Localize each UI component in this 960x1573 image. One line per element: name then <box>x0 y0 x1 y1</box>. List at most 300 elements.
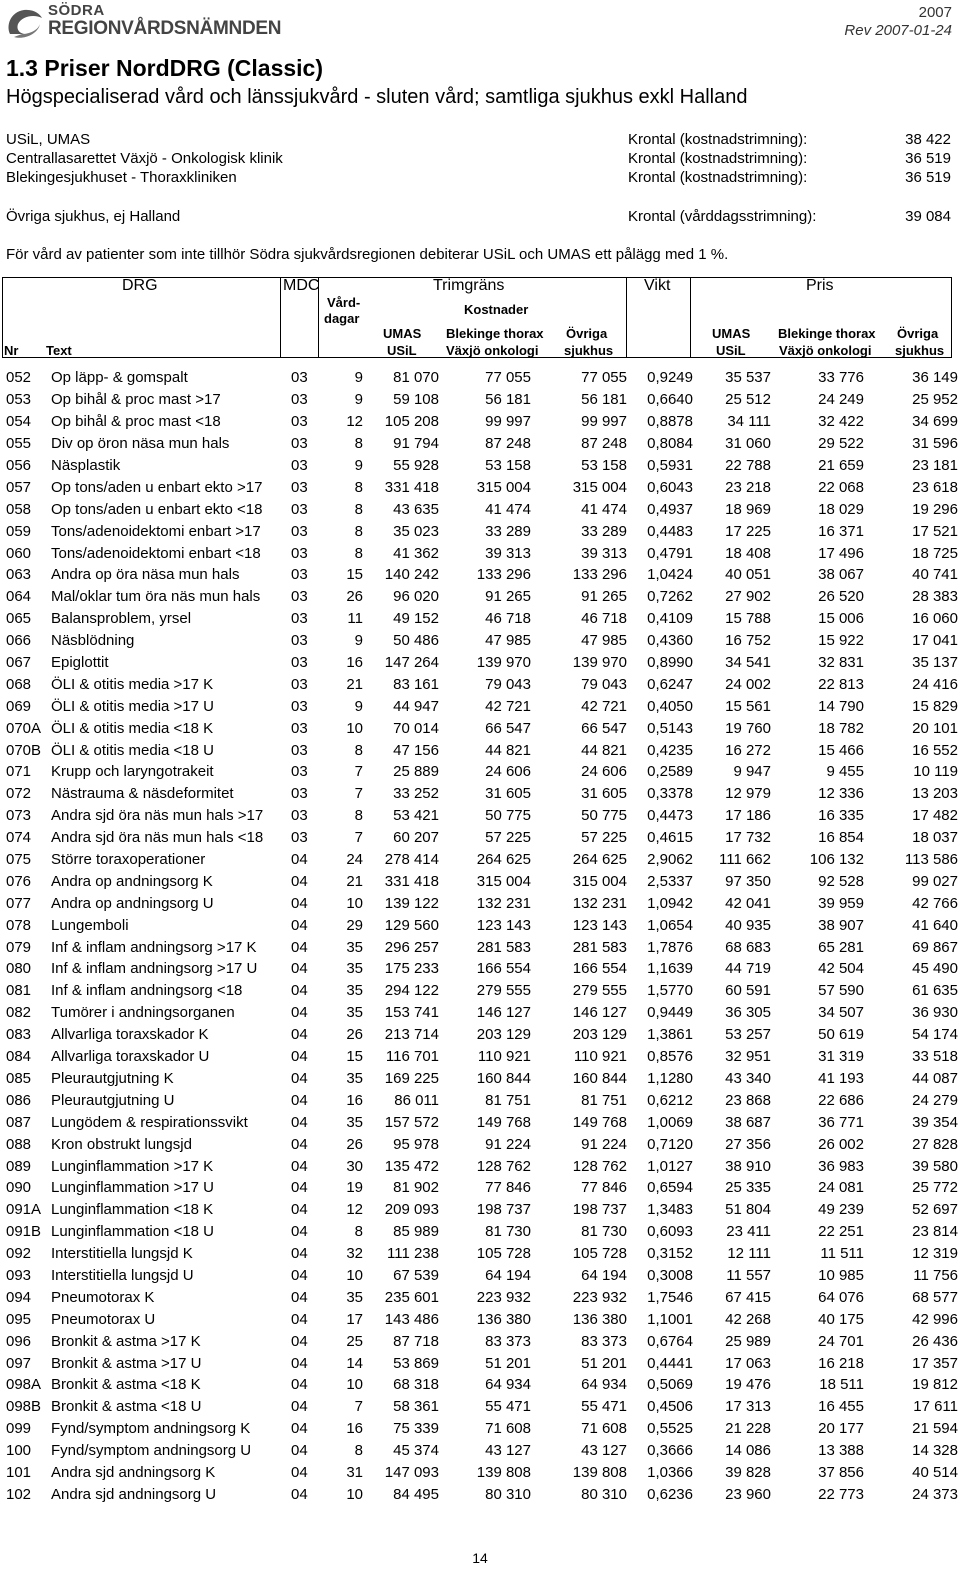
cell-umas-usil: 157 572 <box>384 1113 439 1131</box>
cell-ovriga: 315 004 <box>572 872 627 890</box>
table-row <box>0 914 958 936</box>
cell-vikt: 0,7120 <box>647 1135 693 1153</box>
cell-blekinge-vaxjo: 133 296 <box>476 566 531 584</box>
cell-vikt: 0,2589 <box>647 763 693 781</box>
cell-vikt: 0,4791 <box>647 544 693 562</box>
table-row <box>0 980 958 1002</box>
cell-price-umas-usil: 40 051 <box>725 566 771 584</box>
cell-vardagar: 9 <box>354 457 363 474</box>
cell-vikt: 0,5069 <box>647 1376 693 1394</box>
cell-vikt: 0,7262 <box>647 588 693 606</box>
cell-nr: 064 <box>6 588 32 606</box>
cell-vardagar: 8 <box>354 522 363 540</box>
table-row <box>0 1089 958 1111</box>
cell-price-umas-usil: 16 752 <box>725 632 771 650</box>
cell-text: Inf & inflam andningsorg <18 <box>51 982 243 1000</box>
cell-price-blekinge-vaxjo: 40 175 <box>818 1310 864 1328</box>
cell-ovriga: 33 289 <box>581 522 627 540</box>
cell-umas-usil: 47 156 <box>393 741 439 759</box>
cell-mdc: 04 <box>291 894 308 912</box>
table-row <box>0 1177 958 1199</box>
cell-mdc: 03 <box>291 697 308 715</box>
cell-vardagar: 24 <box>346 851 363 869</box>
cell-price-umas-usil: 23 960 <box>725 1485 771 1503</box>
cell-price-umas-usil: 34 111 <box>727 413 771 431</box>
cell-nr: 089 <box>6 1157 32 1175</box>
cell-price-umas-usil: 17 186 <box>725 807 771 825</box>
cell-vardagar: 7 <box>354 785 363 803</box>
cell-umas-usil: 213 714 <box>384 1026 439 1044</box>
cell-ovriga: 77 055 <box>581 369 627 387</box>
cell-vardagar: 9 <box>354 632 363 650</box>
cell-price-umas-usil: 42 268 <box>725 1310 771 1328</box>
cell-mdc: 03 <box>291 785 308 803</box>
cell-price-ovriga: 21 594 <box>912 1420 958 1438</box>
cell-blekinge-vaxjo: 315 004 <box>476 478 531 496</box>
cell-price-blekinge-vaxjo: 16 218 <box>818 1354 864 1372</box>
cell-price-umas-usil: 19 476 <box>725 1376 771 1394</box>
cell-mdc: 04 <box>291 1135 308 1153</box>
logo-line2: REGIONVÅRDSNÄMNDEN <box>48 18 282 39</box>
cell-price-ovriga: 13 203 <box>912 785 958 803</box>
cell-nr: 069 <box>6 697 32 715</box>
cell-vikt: 0,4937 <box>647 500 693 518</box>
cell-nr: 083 <box>6 1026 32 1044</box>
page-subtitle: Högspecialiserad vård och länssjukvård - sluten vård; samtliga sjukhus exkl Halland <box>6 86 748 108</box>
table-row <box>0 717 958 739</box>
cell-price-ovriga: 40 514 <box>912 1463 958 1481</box>
table-row <box>0 1352 958 1374</box>
cell-price-umas-usil: 22 788 <box>725 457 771 474</box>
krontal-name-3: Övriga sjukhus, ej Halland <box>6 208 181 225</box>
cell-ovriga: 55 471 <box>581 1398 627 1416</box>
header-mdc: MDC <box>283 277 320 294</box>
table-row <box>0 739 958 761</box>
cell-text: Interstitiella lungsjd U <box>51 1266 194 1284</box>
cell-vikt: 0,5525 <box>647 1420 693 1438</box>
cell-mdc: 04 <box>291 916 308 934</box>
cell-price-blekinge-vaxjo: 36 771 <box>818 1113 864 1131</box>
cell-nr: 068 <box>6 675 32 693</box>
cell-blekinge-vaxjo: 166 554 <box>476 960 531 978</box>
cell-price-umas-usil: 25 512 <box>725 391 771 409</box>
cell-ovriga: 57 225 <box>581 829 627 847</box>
cell-ovriga: 80 310 <box>581 1485 627 1503</box>
cell-ovriga: 66 547 <box>581 719 627 737</box>
cell-price-ovriga: 42 996 <box>912 1310 958 1328</box>
cell-umas-usil: 129 560 <box>384 916 439 934</box>
cell-vardagar: 16 <box>346 654 363 672</box>
header-umas: UMAS <box>383 326 422 341</box>
cell-mdc: 04 <box>291 1310 308 1328</box>
cell-nr: 096 <box>6 1332 32 1350</box>
krontal-label-1: Krontal (kostnadstrimning): <box>628 150 808 167</box>
cell-vikt: 1,0942 <box>647 894 693 912</box>
cell-ovriga: 139 970 <box>572 654 627 672</box>
cell-vardagar: 35 <box>346 1113 363 1131</box>
cell-blekinge-vaxjo: 149 768 <box>476 1113 531 1131</box>
cell-ovriga: 279 555 <box>572 982 627 1000</box>
header-vard: Vård- <box>327 295 361 310</box>
cell-umas-usil: 147 093 <box>384 1463 439 1481</box>
cell-price-umas-usil: 67 415 <box>725 1288 771 1306</box>
cell-ovriga: 77 846 <box>581 1179 627 1197</box>
cell-mdc: 03 <box>291 829 308 847</box>
cell-text: Op tons/aden u enbart ekto <18 <box>51 500 263 518</box>
table-row <box>0 1155 958 1177</box>
cell-vikt: 0,6247 <box>647 675 693 693</box>
cell-umas-usil: 105 208 <box>384 413 439 431</box>
cell-price-blekinge-vaxjo: 22 686 <box>818 1091 864 1109</box>
cell-vikt: 0,4506 <box>647 1398 693 1416</box>
cell-price-ovriga: 42 766 <box>912 894 958 912</box>
cell-vardagar: 26 <box>346 1026 363 1044</box>
cell-mdc: 03 <box>291 500 308 518</box>
cell-price-umas-usil: 17 063 <box>725 1354 771 1372</box>
cell-ovriga: 42 721 <box>581 697 627 715</box>
cell-blekinge-vaxjo: 87 248 <box>485 435 531 453</box>
cell-text: Op bihål & proc mast >17 <box>51 391 221 409</box>
cell-vardagar: 11 <box>347 610 363 628</box>
cell-umas-usil: 58 361 <box>393 1398 439 1416</box>
cell-ovriga: 64 934 <box>581 1376 627 1394</box>
cell-price-umas-usil: 40 935 <box>725 916 771 934</box>
cell-vikt: 0,8990 <box>647 654 693 672</box>
cell-price-blekinge-vaxjo: 11 511 <box>820 1245 864 1263</box>
cell-mdc: 04 <box>291 1223 308 1241</box>
cell-ovriga: 87 248 <box>581 435 627 453</box>
cell-ovriga: 160 844 <box>572 1069 627 1087</box>
cell-price-umas-usil: 16 272 <box>725 741 771 759</box>
header-divider <box>280 277 281 358</box>
cell-price-ovriga: 18 725 <box>912 544 958 562</box>
cell-price-ovriga: 17 611 <box>913 1398 958 1416</box>
cell-vikt: 0,4483 <box>647 522 693 540</box>
cell-ovriga: 91 265 <box>581 588 627 606</box>
cell-vikt: 2,5337 <box>647 872 693 890</box>
header-dagar: dagar <box>324 311 360 326</box>
cell-blekinge-vaxjo: 139 808 <box>476 1463 531 1481</box>
header-pris: Pris <box>806 277 834 294</box>
cell-blekinge-vaxjo: 264 625 <box>476 851 531 869</box>
cell-price-blekinge-vaxjo: 37 856 <box>818 1463 864 1481</box>
krontal-label-3: Krontal (vårddagsstrimning): <box>628 208 817 225</box>
cell-vardagar: 15 <box>346 1048 363 1066</box>
cell-price-blekinge-vaxjo: 24 249 <box>818 391 864 409</box>
cell-price-blekinge-vaxjo: 34 507 <box>818 1004 864 1022</box>
cell-text: Bronkit & astma >17 K <box>51 1332 201 1350</box>
cell-blekinge-vaxjo: 51 201 <box>485 1354 531 1372</box>
cell-vardagar: 8 <box>354 807 363 825</box>
cell-price-umas-usil: 17 732 <box>725 829 771 847</box>
table-row <box>0 1374 958 1396</box>
cell-umas-usil: 50 486 <box>393 632 439 650</box>
cell-nr: 086 <box>6 1091 32 1109</box>
cell-nr: 071 <box>6 763 32 781</box>
header-vikt: Vikt <box>644 277 671 294</box>
cell-vardagar: 16 <box>346 1091 363 1109</box>
cell-nr: 082 <box>6 1004 32 1022</box>
cell-umas-usil: 209 093 <box>384 1201 439 1219</box>
cell-vikt: 0,5931 <box>647 457 693 474</box>
cell-text: Andra sjd andningsorg U <box>51 1485 217 1503</box>
cell-price-ovriga: 23 814 <box>912 1223 958 1241</box>
cell-price-blekinge-vaxjo: 24 701 <box>818 1332 864 1350</box>
cell-umas-usil: 331 418 <box>384 478 439 496</box>
cell-mdc: 04 <box>291 960 308 978</box>
cell-ovriga: 281 583 <box>572 938 627 956</box>
cell-umas-usil: 25 889 <box>393 763 439 781</box>
cell-text: Fynd/symptom andningsorg K <box>51 1420 251 1438</box>
table-row <box>0 1068 958 1090</box>
cell-umas-usil: 296 257 <box>384 938 439 956</box>
cell-price-blekinge-vaxjo: 24 081 <box>818 1179 864 1197</box>
table-row <box>0 1308 958 1330</box>
cell-text: Krupp och laryngotrakeit <box>51 763 214 781</box>
drg-price-table <box>0 367 958 1505</box>
cell-nr: 052 <box>6 369 32 387</box>
cell-mdc: 03 <box>291 413 308 431</box>
cell-ovriga: 110 921 <box>573 1048 627 1066</box>
cell-price-umas-usil: 25 335 <box>725 1179 771 1197</box>
cell-price-ovriga: 16 552 <box>912 741 958 759</box>
cell-nr: 098A <box>6 1376 42 1394</box>
cell-nr: 085 <box>6 1069 32 1087</box>
cell-text: ÖLI & otitis media >17 U <box>51 697 214 715</box>
cell-ovriga: 315 004 <box>572 478 627 496</box>
cell-nr: 076 <box>6 872 32 890</box>
cell-text: Tons/adenoidektomi enbart >17 <box>51 522 261 540</box>
cell-nr: 098B <box>6 1398 42 1416</box>
cell-nr: 099 <box>6 1420 32 1438</box>
table-row <box>0 455 958 477</box>
cell-mdc: 03 <box>291 369 308 387</box>
cell-vardagar: 17 <box>346 1310 363 1328</box>
cell-blekinge-vaxjo: 198 737 <box>476 1201 531 1219</box>
cell-price-blekinge-vaxjo: 15 922 <box>818 632 864 650</box>
cell-umas-usil: 153 741 <box>384 1004 439 1022</box>
cell-nr: 056 <box>6 457 32 474</box>
cell-text: ÖLI & otitis media >17 K <box>51 675 214 693</box>
cell-mdc: 04 <box>291 1157 308 1175</box>
cell-mdc: 03 <box>291 719 308 737</box>
cell-blekinge-vaxjo: 64 194 <box>485 1266 531 1284</box>
cell-price-ovriga: 54 174 <box>912 1026 958 1044</box>
cell-price-umas-usil: 38 910 <box>725 1157 771 1175</box>
cell-vardagar: 12 <box>346 413 363 431</box>
cell-mdc: 04 <box>291 1091 308 1109</box>
cell-price-ovriga: 69 867 <box>912 938 958 956</box>
cell-text: Allvarliga toraxskador U <box>51 1048 210 1066</box>
cell-vardagar: 10 <box>346 719 363 737</box>
cell-text: Större toraxoperationer <box>51 851 206 869</box>
cell-mdc: 03 <box>291 741 308 759</box>
cell-umas-usil: 60 207 <box>393 829 439 847</box>
cell-nr: 094 <box>6 1288 32 1306</box>
cell-price-blekinge-vaxjo: 18 029 <box>818 500 864 518</box>
cell-price-blekinge-vaxjo: 18 511 <box>819 1376 864 1394</box>
cell-price-blekinge-vaxjo: 13 388 <box>818 1442 864 1460</box>
cell-ovriga: 79 043 <box>581 675 627 693</box>
cell-vikt: 0,4473 <box>647 807 693 825</box>
cell-mdc: 03 <box>291 544 308 562</box>
cell-price-blekinge-vaxjo: 32 831 <box>818 654 864 672</box>
cell-umas-usil: 44 947 <box>393 697 439 715</box>
cell-vikt: 0,6236 <box>647 1485 693 1503</box>
cell-price-umas-usil: 25 989 <box>725 1332 771 1350</box>
cell-ovriga: 139 808 <box>572 1463 627 1481</box>
cell-vikt: 1,3861 <box>647 1026 693 1044</box>
table-row <box>0 827 958 849</box>
table-row <box>0 542 958 564</box>
cell-text: Lungödem & respirationssvikt <box>51 1113 248 1131</box>
cell-text: Lunginflammation >17 K <box>51 1157 214 1175</box>
cell-price-blekinge-vaxjo: 16 335 <box>818 807 864 825</box>
cell-umas-usil: 135 472 <box>384 1157 439 1175</box>
header-usil: USiL <box>387 343 417 358</box>
cell-nr: 060 <box>6 544 32 562</box>
cell-blekinge-vaxjo: 43 127 <box>485 1442 531 1460</box>
krontal-value-1: 36 519 <box>905 150 951 167</box>
header-trimgrans: Trimgräns <box>433 277 505 294</box>
cell-nr: 057 <box>6 478 32 496</box>
krontal-name-0: USiL, UMAS <box>6 131 91 148</box>
cell-umas-usil: 49 152 <box>393 610 439 628</box>
cell-mdc: 04 <box>291 982 308 1000</box>
header-divider <box>626 277 627 358</box>
cell-blekinge-vaxjo: 136 380 <box>476 1310 531 1328</box>
cell-text: Andra op andningsorg U <box>51 894 214 912</box>
cell-price-ovriga: 28 383 <box>912 588 958 606</box>
cell-vardagar: 8 <box>354 741 363 759</box>
cell-price-umas-usil: 97 350 <box>725 872 771 890</box>
cell-text: Nästrauma & näsdeformitet <box>51 785 234 803</box>
cell-umas-usil: 278 414 <box>384 851 439 869</box>
cell-vikt: 1,0069 <box>647 1113 693 1131</box>
cell-price-ovriga: 14 328 <box>912 1442 958 1460</box>
table-row <box>0 870 958 892</box>
cell-price-blekinge-vaxjo: 41 193 <box>818 1069 864 1087</box>
cell-mdc: 04 <box>291 1266 308 1284</box>
cell-vikt: 0,8576 <box>647 1048 693 1066</box>
cell-vikt: 1,1639 <box>647 960 693 978</box>
cell-vikt: 1,0654 <box>647 916 693 934</box>
header-vaxjo-price: Växjö onkologi <box>779 343 872 358</box>
table-row <box>0 367 958 389</box>
cell-price-umas-usil: 68 683 <box>725 938 771 956</box>
header-kostnader: Kostnader <box>464 302 529 317</box>
krontal-label-0: Krontal (kostnadstrimning): <box>628 131 808 148</box>
cell-text: Mal/oklar tum öra näs mun hals <box>51 588 261 606</box>
table-row <box>0 1046 958 1068</box>
cell-mdc: 03 <box>291 654 308 672</box>
cell-vardagar: 35 <box>346 1069 363 1087</box>
cell-nr: 074 <box>6 829 32 847</box>
cell-price-blekinge-vaxjo: 12 336 <box>818 785 864 803</box>
cell-nr: 078 <box>6 916 32 934</box>
cell-price-blekinge-vaxjo: 32 422 <box>818 413 864 431</box>
cell-price-blekinge-vaxjo: 16 854 <box>818 829 864 847</box>
cell-mdc: 03 <box>291 807 308 825</box>
year: 2007 <box>918 4 952 21</box>
cell-blekinge-vaxjo: 77 846 <box>485 1179 531 1197</box>
cell-price-blekinge-vaxjo: 14 790 <box>818 697 864 715</box>
cell-price-umas-usil: 44 719 <box>725 960 771 978</box>
cell-mdc: 04 <box>291 1048 308 1066</box>
table-row <box>0 673 958 695</box>
cell-text: Lunginflammation >17 U <box>51 1179 215 1197</box>
cell-mdc: 03 <box>291 566 308 584</box>
table-row <box>0 1133 958 1155</box>
cell-vardagar: 10 <box>346 894 363 912</box>
cell-umas-usil: 75 339 <box>393 1420 439 1438</box>
cell-vikt: 1,1280 <box>647 1069 693 1087</box>
cell-price-umas-usil: 38 687 <box>725 1113 771 1131</box>
cell-text: Lungemboli <box>51 916 129 934</box>
cell-vikt: 0,6640 <box>647 391 693 409</box>
header-divider <box>690 277 691 358</box>
cell-price-ovriga: 41 640 <box>912 916 958 934</box>
cell-mdc: 04 <box>291 1442 308 1460</box>
cell-price-ovriga: 52 697 <box>912 1201 958 1219</box>
cell-price-umas-usil: 23 218 <box>725 478 771 496</box>
cell-nr: 054 <box>6 413 32 431</box>
cell-nr: 063 <box>6 566 32 584</box>
cell-price-ovriga: 45 490 <box>912 960 958 978</box>
cell-price-blekinge-vaxjo: 20 177 <box>818 1420 864 1438</box>
cell-vardagar: 26 <box>346 588 363 606</box>
cell-mdc: 04 <box>291 872 308 890</box>
cell-price-blekinge-vaxjo: 106 132 <box>809 851 864 869</box>
cell-blekinge-vaxjo: 57 225 <box>485 829 531 847</box>
cell-price-umas-usil: 31 060 <box>725 435 771 453</box>
cell-mdc: 04 <box>291 1376 308 1394</box>
cell-nr: 084 <box>6 1048 32 1066</box>
cell-blekinge-vaxjo: 42 721 <box>485 697 531 715</box>
cell-price-blekinge-vaxjo: 15 466 <box>818 741 864 759</box>
cell-price-umas-usil: 43 340 <box>725 1069 771 1087</box>
cell-ovriga: 56 181 <box>581 391 627 409</box>
cell-blekinge-vaxjo: 203 129 <box>476 1026 531 1044</box>
cell-price-ovriga: 44 087 <box>912 1069 958 1087</box>
cell-nr: 059 <box>6 522 32 540</box>
cell-nr: 102 <box>6 1485 32 1503</box>
cell-text: Andra sjd öra näs mun hals <18 <box>51 829 264 847</box>
cell-price-umas-usil: 15 788 <box>725 610 771 628</box>
table-row <box>0 520 958 542</box>
cell-price-umas-usil: 12 111 <box>727 1245 771 1263</box>
cell-vardagar: 35 <box>346 1288 363 1306</box>
cell-price-ovriga: 25 772 <box>912 1179 958 1197</box>
cell-mdc: 04 <box>291 1288 308 1306</box>
cell-vardagar: 15 <box>346 566 363 584</box>
cell-mdc: 04 <box>291 1420 308 1438</box>
table-row <box>0 608 958 630</box>
table-row <box>0 761 958 783</box>
table-row <box>0 936 958 958</box>
cell-vardagar: 8 <box>354 478 363 496</box>
cell-vardagar: 25 <box>346 1332 363 1350</box>
header-sjukhus: sjukhus <box>564 343 614 358</box>
cell-mdc: 03 <box>291 522 308 540</box>
cell-mdc: 03 <box>291 478 308 496</box>
cell-vardagar: 7 <box>354 829 363 847</box>
cell-price-blekinge-vaxjo: 33 776 <box>818 369 864 387</box>
cell-mdc: 04 <box>291 1179 308 1197</box>
cell-umas-usil: 35 023 <box>393 522 439 540</box>
cell-ovriga: 133 296 <box>572 566 627 584</box>
cell-mdc: 04 <box>291 1026 308 1044</box>
